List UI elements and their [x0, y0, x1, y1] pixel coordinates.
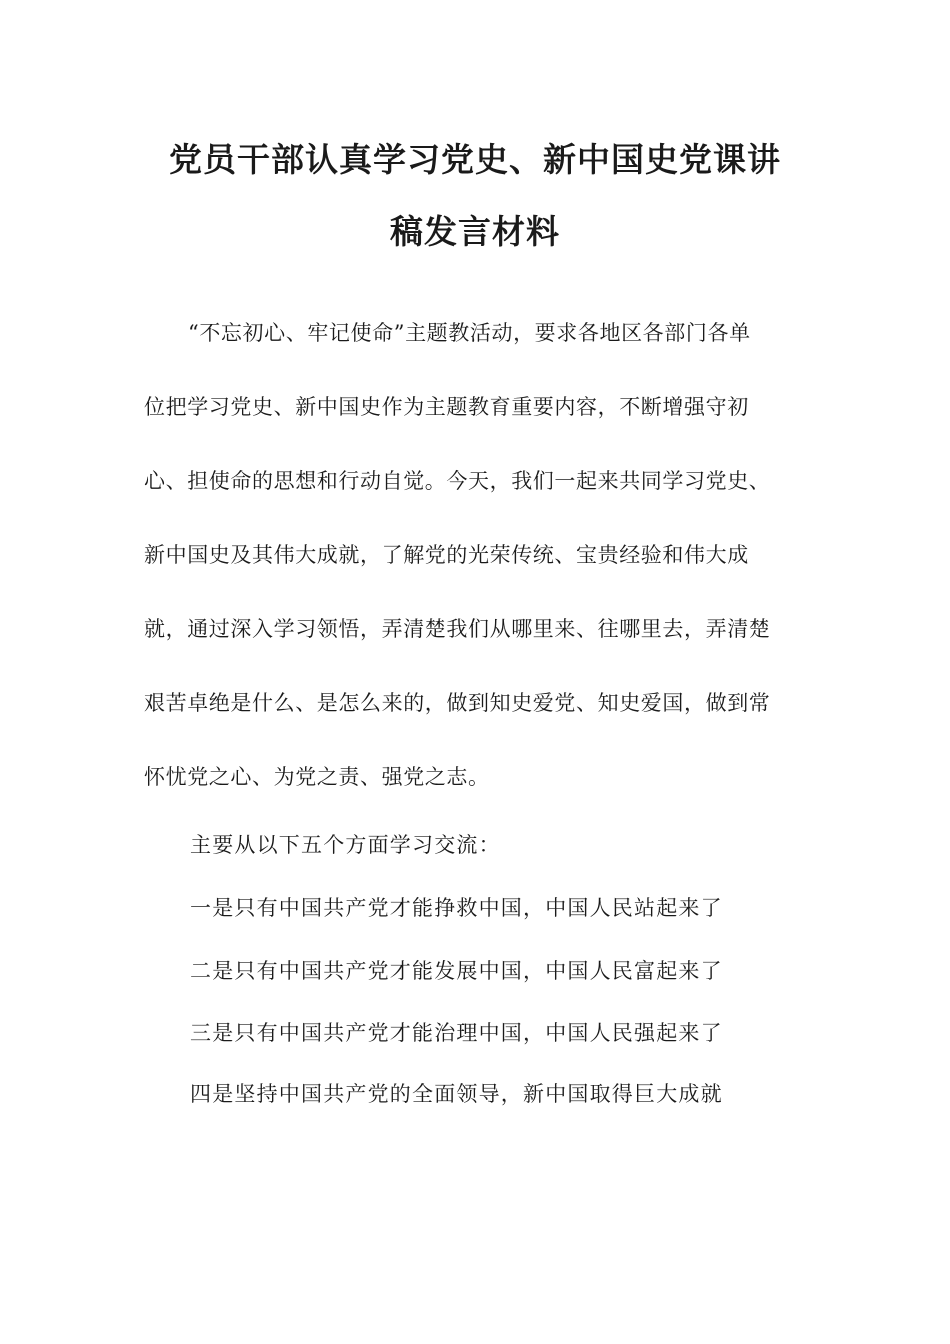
intro-line-1: “不忘初心、牢记使命”主题教活动，要求各地区各部门各单: [188, 321, 751, 345]
document-title-line-2: 稿发言材料: [390, 212, 560, 251]
intro-line-7: 怀忧党之心、为党之责、强党之志。: [144, 765, 490, 789]
intro-line-6: 艰苦卓绝是什么、是怎么来的，做到知史爱党、知史爱国，做到常: [144, 691, 771, 715]
list-intro: 主要从以下五个方面学习交流：: [190, 833, 501, 857]
list-item: 三是只有中国共产党才能治理中国，中国人民强起来了: [190, 1021, 723, 1045]
list-item: 一是只有中国共产党才能挣救中国，中国人民站起来了: [190, 896, 723, 920]
intro-line-5: 就，通过深入学习领悟，弄清楚我们从哪里来、往哪里去，弄清楚: [144, 617, 771, 641]
intro-paragraph: [144, 296, 804, 814]
list-item: 二是只有中国共产党才能发展中国，中国人民富起来了: [190, 959, 723, 983]
intro-line-2: 位把学习党史、新中国史作为主题教育重要内容，不断增强守初: [144, 395, 749, 419]
document-title-line-1: 党员干部认真学习党史、新中国史党课讲: [169, 140, 781, 179]
intro-line-4: 新中国史及其伟大成就，了解党的光荣传统、宝贵经验和伟大成: [144, 543, 749, 567]
list-item: 四是坚持中国共产党的全面领导，新中国取得巨大成就: [190, 1082, 723, 1106]
intro-line-3: 心、担使命的思想和行动自觉。今天，我们一起来共同学习党史、: [144, 469, 771, 493]
